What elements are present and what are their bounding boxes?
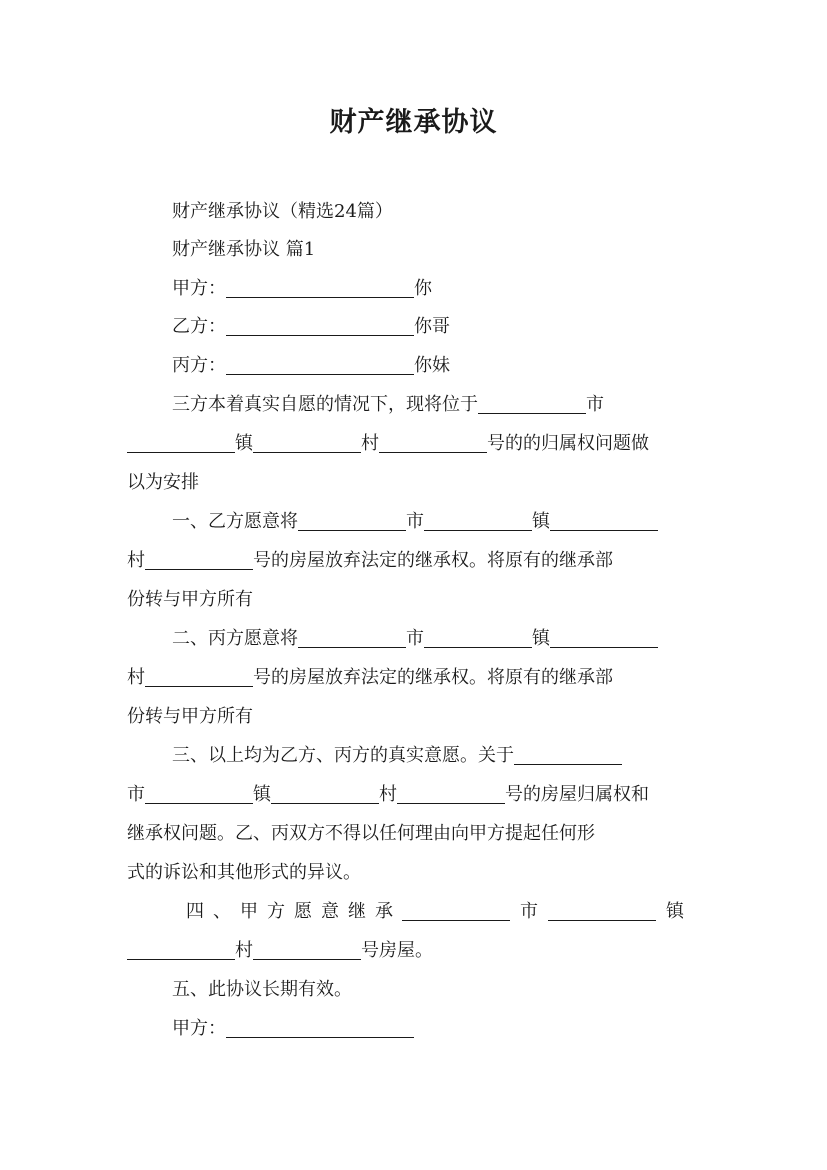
village-label: 村 [127,550,145,571]
city-label: 市 [127,784,145,805]
blank-line [379,434,487,453]
blank-line [402,902,510,921]
blank-line [226,317,414,336]
clause3-text: 号的房屋归属权和 [505,784,649,805]
clause2-text: 二、丙方愿意将 [172,628,298,649]
clause5-line: 五、此协议长期有效。 [172,979,352,1000]
village-label: 村 [127,667,145,688]
town-label: 镇 [666,901,684,922]
document-title: 财产继承协议 [329,107,498,138]
town-label: 镇 [532,511,550,532]
blank-line [550,512,658,531]
clause3-line-2 [127,783,649,807]
town-label: 镇 [253,784,271,805]
blank-line [514,746,622,765]
clause2-line-2 [127,666,613,690]
party-a-line [172,277,432,301]
party-c-label: 丙方： [172,355,226,376]
party-c-fill: 你妹 [414,355,450,376]
signature-blank [226,1019,414,1038]
blank-line [127,434,235,453]
clause3-line-4: 式的诉讼和其他形式的异议。 [127,862,361,883]
clause4-text: 四、甲方愿意继承 [186,901,402,922]
signature-label: 甲方： [172,1018,226,1039]
city-label: 市 [520,901,538,922]
clause4-line-1 [186,900,684,924]
blank-line [145,785,253,804]
clause1-line-2 [127,549,613,573]
collection-heading: 财产继承协议（精选24篇） [172,201,393,222]
party-b-line [172,315,450,339]
village-label: 村 [235,940,253,961]
party-c-line [172,354,450,378]
blank-line [253,434,361,453]
clause1-text: 一、乙方愿意将 [172,511,298,532]
party-a-fill: 你 [414,278,432,299]
village-label: 村 [379,784,397,805]
clause3-text: 三、以上均为乙方、丙方的真实意愿。关于 [172,745,514,766]
party-b-fill: 你哥 [414,316,450,337]
blank-line [145,668,253,687]
clause2-line-3: 份转与甲方所有 [127,706,253,727]
clause4-line-2 [127,939,433,963]
preamble-line-1 [172,393,604,417]
blank-line [127,941,235,960]
preamble-line-3: 以为安排 [127,472,199,493]
party-a-label: 甲方： [172,278,226,299]
clause3-line-1 [172,744,622,768]
party-b-label: 乙方： [172,316,226,337]
blank-line [397,785,505,804]
town-label: 镇 [235,433,253,454]
clause2-text: 号的房屋放弃法定的继承权。将原有的继承部 [253,667,613,688]
clause1-text: 号的房屋放弃法定的继承权。将原有的继承部 [253,550,613,571]
city-label: 市 [406,628,424,649]
blank-line [226,279,414,298]
blank-line [298,629,406,648]
clause3-line-3: 继承权问题。乙、丙双方不得以任何理由向甲方提起任何形 [127,823,595,844]
preamble-text: 号的的归属权问题做 [487,433,649,454]
blank-line [424,629,532,648]
blank-line [550,629,658,648]
blank-line [145,551,253,570]
signature-line [172,1017,414,1041]
preamble-line-2 [127,432,649,456]
blank-line [424,512,532,531]
blank-line [478,395,586,414]
clause1-line-1 [172,510,658,534]
town-label: 镇 [532,628,550,649]
blank-line [226,356,414,375]
village-label: 村 [361,433,379,454]
city-label: 市 [586,394,604,415]
blank-line [271,785,379,804]
clause2-line-1 [172,627,658,651]
city-label: 市 [406,511,424,532]
blank-line [253,941,361,960]
blank-line [548,902,656,921]
blank-line [298,512,406,531]
clause1-line-3: 份转与甲方所有 [127,589,253,610]
preamble-text: 三方本着真实自愿的情况下，现将位于 [172,394,478,415]
chapter-heading: 财产继承协议 篇1 [172,239,316,260]
clause4-text: 号房屋。 [361,940,433,961]
